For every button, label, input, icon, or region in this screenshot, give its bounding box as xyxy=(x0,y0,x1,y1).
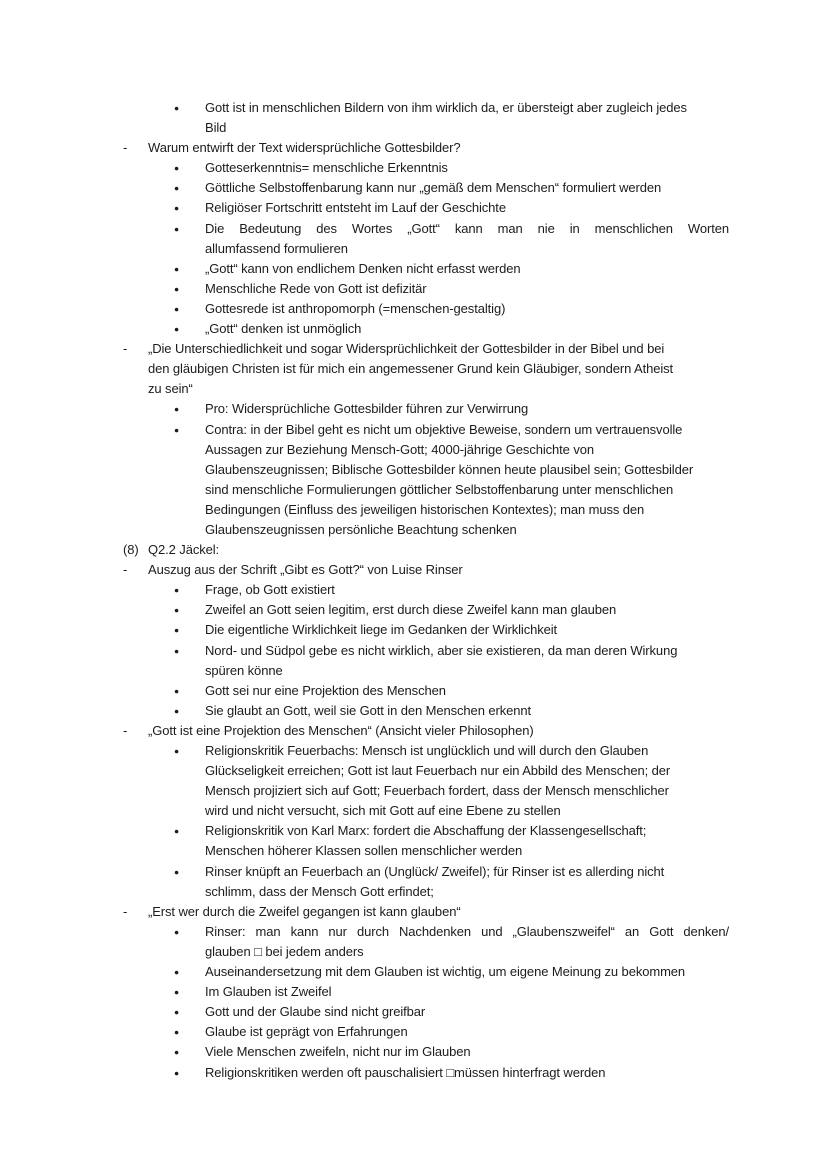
list-item xyxy=(0,1042,828,1062)
bullet-icon: ● xyxy=(174,1007,180,1018)
text-line: Pro: Widersprüchliche Gottesbilder führen zur Verwirrung xyxy=(205,401,529,417)
list-item xyxy=(0,681,828,701)
text-line: Contra: in der Bibel geht es nicht um objektive Beweise, sondern um vertrauensvolle xyxy=(205,421,683,437)
text-line: Gott ist in menschlichen Bildern von ihm wirklich da, er übersteigt aber zugleich jedes xyxy=(205,100,687,115)
text-line: Religionskritik von Karl Marx: fordert die Abschaffung der Klassengesellschaft; xyxy=(205,823,647,839)
item-text xyxy=(205,620,729,640)
text-line: „Erst wer durch die Zweifel gegangen ist kann glauben“ xyxy=(148,903,461,919)
text-line: Gottesrede ist anthropomorph (=menschen-gestaltig) xyxy=(205,300,506,316)
item-text xyxy=(205,259,729,279)
text-line: Glaube ist geprägt von Erfahrungen xyxy=(205,1024,408,1040)
text-line: wird und nicht versucht, sich mit Gott auf eine Ebene zu stellen xyxy=(205,803,561,819)
bullet-icon: ● xyxy=(174,263,180,274)
item-text xyxy=(205,399,729,419)
item-text xyxy=(205,821,729,861)
list-item xyxy=(0,1002,828,1022)
text-line: Rinser knüpft an Feuerbach an (Unglück/ Zweifel); für Rinser ist es allerding nicht xyxy=(205,863,665,879)
text-line: Glückseligkeit erreichen; Gott ist laut Feuerbach nur ein Abbild des Menschen; der xyxy=(205,763,671,779)
dash-marker: - xyxy=(123,903,128,919)
bullet-icon: ● xyxy=(174,967,180,978)
item-text xyxy=(205,1002,729,1022)
item-text xyxy=(148,902,729,922)
text-line: Nord- und Südpol gebe es nicht wirklich, aber sie existieren, da man deren Wirkung xyxy=(205,642,678,658)
item-text xyxy=(205,741,729,821)
text-line: sind menschliche Formulierungen göttlicher Selbstoffenbarung unter menschlichen xyxy=(205,481,674,497)
bullet-icon: ● xyxy=(174,1067,180,1078)
item-text xyxy=(205,158,729,178)
dash-marker: - xyxy=(123,722,128,738)
text-line: Aussagen zur Beziehung Mensch-Gott; 4000-jährige Geschichte von xyxy=(205,441,594,457)
item-text xyxy=(205,641,729,681)
item-text xyxy=(205,98,729,138)
bullet-icon: ● xyxy=(174,685,180,696)
list-item xyxy=(0,600,828,620)
dash-marker: - xyxy=(123,140,128,156)
list-item xyxy=(0,178,828,198)
text-line: Bild xyxy=(205,120,227,136)
list-item xyxy=(0,138,828,158)
text-line: Viele Menschen zweifeln, nicht nur im Glauben xyxy=(205,1044,471,1060)
list-item xyxy=(0,560,828,580)
bullet-icon: ● xyxy=(174,705,180,716)
list-item xyxy=(0,721,828,741)
text-line: „Gott ist eine Projektion des Menschen“ (Ansicht vieler Philosophen) xyxy=(148,722,534,738)
text-line: Religionskritiken werden oft pauschalisiert □müssen hinterfragt werden xyxy=(205,1064,606,1080)
item-text xyxy=(205,701,729,721)
item-text xyxy=(205,279,729,299)
bullet-icon: ● xyxy=(174,1027,180,1038)
list-item xyxy=(0,540,828,560)
item-text xyxy=(205,982,729,1002)
list-item xyxy=(0,279,828,299)
text-line: Bedingungen (Einfluss des jeweiligen historischen Kontextes); man muss den xyxy=(205,501,645,517)
bullet-icon: ● xyxy=(174,1047,180,1058)
item-text xyxy=(205,178,729,198)
bullet-icon: ● xyxy=(174,223,180,234)
bullet-icon: ● xyxy=(174,404,180,415)
bullet-icon: ● xyxy=(174,987,180,998)
text-line: allumfassend formulieren xyxy=(205,240,348,256)
bullet-icon: ● xyxy=(174,645,180,656)
text-line: Sie glaubt an Gott, weil sie Gott in den Menschen erkennt xyxy=(205,702,531,718)
item-text xyxy=(148,721,729,741)
list-item xyxy=(0,580,828,600)
item-text xyxy=(148,560,729,580)
bullet-icon: ● xyxy=(174,203,180,214)
text-line: Zweifel an Gott seien legitim, erst durch diese Zweifel kann man glauben xyxy=(205,602,617,618)
bullet-icon: ● xyxy=(174,826,180,837)
text-line: Glaubenszeugnissen; Biblische Gottesbilder können heute plausibel sein; Gottesbilder xyxy=(205,461,694,477)
list-item xyxy=(0,741,828,821)
document-body xyxy=(0,98,828,1083)
item-number: (8) xyxy=(123,542,139,558)
item-text xyxy=(205,681,729,701)
bullet-icon: ● xyxy=(174,866,180,877)
item-text xyxy=(205,862,729,902)
item-text xyxy=(205,219,729,259)
item-text xyxy=(205,1063,729,1083)
item-text xyxy=(205,922,729,962)
list-item xyxy=(0,299,828,319)
list-item xyxy=(0,1063,828,1083)
list-item xyxy=(0,420,828,541)
dash-marker: - xyxy=(123,562,128,578)
item-text xyxy=(205,580,729,600)
bullet-icon: ● xyxy=(174,303,180,314)
list-item xyxy=(0,902,828,922)
text-line: Rinser: man kann nur durch Nachdenken und „Glaubenszweifel“ an Gott denken/ xyxy=(205,923,729,939)
text-line: „Gott“ kann von endlichem Denken nicht erfasst werden xyxy=(205,260,521,276)
text-line: glauben □ bei jedem anders xyxy=(205,943,364,959)
text-line: Religionskritik Feuerbachs: Mensch ist unglücklich und will durch den Glauben xyxy=(205,743,649,758)
text-line: Im Glauben ist Zweifel xyxy=(205,984,332,1000)
text-line: zu sein“ xyxy=(148,381,193,397)
bullet-icon: ● xyxy=(174,926,180,937)
text-line: „Die Unterschiedlichkeit und sogar Widersprüchlichkeit der Gottesbilder in der Bibel und bei xyxy=(148,341,665,357)
text-line: Auseinandersetzung mit dem Glauben ist wichtig, um eigene Meinung zu bekommen xyxy=(205,964,686,980)
bullet-icon: ● xyxy=(174,605,180,616)
item-text xyxy=(205,962,729,982)
bullet-icon: ● xyxy=(174,424,180,435)
list-item xyxy=(0,922,828,962)
list-item xyxy=(0,198,828,218)
text-line: Frage, ob Gott existiert xyxy=(205,582,335,598)
text-line: Mensch projiziert sich auf Gott; Feuerbach fordert, dass der Mensch menschlicher xyxy=(205,783,669,799)
text-line: Gott und der Glaube sind nicht greifbar xyxy=(205,1004,426,1020)
list-item xyxy=(0,98,828,138)
text-line: Göttliche Selbstoffenbarung kann nur „gemäß dem Menschen“ formuliert werden xyxy=(205,180,662,196)
text-line: Menschliche Rede von Gott ist defizitär xyxy=(205,280,427,296)
bullet-icon: ● xyxy=(174,585,180,596)
bullet-icon: ● xyxy=(174,163,180,174)
item-text xyxy=(205,1042,729,1062)
text-line: Auszug aus der Schrift „Gibt es Gott?“ von Luise Rinser xyxy=(148,562,463,578)
text-line: Menschen höherer Klassen sollen menschlicher werden xyxy=(205,843,523,859)
list-item xyxy=(0,259,828,279)
text-line: Q2.2 Jäckel: xyxy=(148,542,220,558)
item-text xyxy=(205,198,729,218)
item-text xyxy=(205,1022,729,1042)
text-line: Religiöser Fortschritt entsteht im Lauf der Geschichte xyxy=(205,200,506,216)
list-item xyxy=(0,158,828,178)
list-item xyxy=(0,821,828,861)
list-item xyxy=(0,862,828,902)
bullet-icon: ● xyxy=(174,625,180,636)
list-item xyxy=(0,319,828,339)
item-text xyxy=(205,420,729,541)
list-item xyxy=(0,962,828,982)
list-item xyxy=(0,339,828,399)
text-line: den gläubigen Christen ist für mich ein angemessener Grund kein Gläubiger, sondern Atheist xyxy=(148,361,674,377)
item-text xyxy=(148,540,729,560)
text-line: Warum entwirft der Text widersprüchliche Gottesbilder? xyxy=(148,140,461,156)
list-item xyxy=(0,982,828,1002)
item-text xyxy=(205,299,729,319)
text-line: Die Bedeutung des Wortes „Gott“ kann man nie in menschlichen Worten xyxy=(205,220,729,236)
dash-marker: - xyxy=(123,341,128,357)
item-text xyxy=(148,138,729,158)
bullet-icon: ● xyxy=(174,103,180,113)
item-text xyxy=(205,600,729,620)
item-text xyxy=(205,319,729,339)
list-item xyxy=(0,641,828,681)
text-line: schlimm, dass der Mensch Gott erfindet; xyxy=(205,883,434,899)
text-line: spüren könne xyxy=(205,662,283,678)
bullet-icon: ● xyxy=(174,183,180,194)
text-line: „Gott“ denken ist unmöglich xyxy=(205,321,362,337)
text-line: Gott sei nur eine Projektion des Menschen xyxy=(205,682,446,698)
bullet-icon: ● xyxy=(174,746,180,756)
list-item xyxy=(0,1022,828,1042)
item-text xyxy=(148,339,729,399)
list-item xyxy=(0,620,828,640)
text-line: Die eigentliche Wirklichkeit liege im Gedanken der Wirklichkeit xyxy=(205,622,558,638)
text-line: Glaubenszeugnissen persönliche Beachtung schenken xyxy=(205,521,517,537)
bullet-icon: ● xyxy=(174,283,180,294)
bullet-icon: ● xyxy=(174,324,180,335)
list-item xyxy=(0,219,828,259)
text-line: Gotteserkenntnis= menschliche Erkenntnis xyxy=(205,160,448,176)
list-item xyxy=(0,701,828,721)
list-item xyxy=(0,399,828,419)
